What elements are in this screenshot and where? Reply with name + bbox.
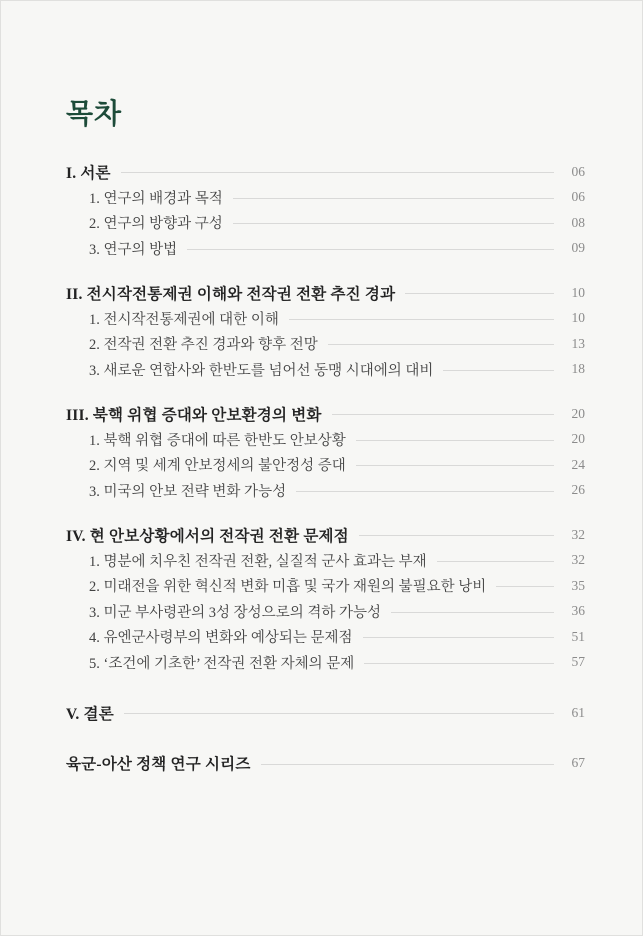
- toc-item-row: [66, 624, 585, 650]
- toc-item-label: 1. 북핵 위협 증대에 따른 한반도 안보상황: [89, 432, 346, 449]
- toc-section: [66, 280, 585, 382]
- leader-line: [437, 561, 554, 562]
- toc-section-page-number: 10: [571, 284, 585, 300]
- toc-item-label: 5. ‘조건에 기초한’ 전작권 전환 자체의 문제: [89, 655, 355, 672]
- toc-section-header-row: [66, 280, 585, 306]
- toc-item-label: 1. 연구의 배경과 목적: [89, 190, 223, 207]
- toc-item-label: 2. 지역 및 세계 안보정세의 불안정성 증대: [89, 458, 346, 475]
- toc-item-row: [66, 478, 585, 504]
- leader-line: [443, 370, 554, 371]
- toc-item-label: 3. 연구의 방법: [89, 241, 178, 258]
- toc-item-page-number: 10: [571, 310, 585, 326]
- leader-line: [405, 293, 554, 294]
- toc-section-items: [66, 306, 585, 383]
- toc-section-label: V. 결론: [66, 705, 114, 723]
- toc-section-page-number: 20: [571, 405, 585, 421]
- toc-item-label: 1. 전시작전통제권에 대한 이해: [89, 311, 279, 328]
- toc-item-row: [66, 427, 585, 453]
- toc-item-label: 3. 새로운 연합사와 한반도를 넘어선 동맹 시대에의 대비: [89, 362, 434, 379]
- toc-item-page-number: 06: [571, 189, 585, 205]
- leader-line: [356, 440, 554, 441]
- toc-section: [66, 700, 585, 726]
- table-of-contents: [66, 159, 585, 776]
- toc-section-header-row: [66, 700, 585, 726]
- toc-item-page-number: 20: [571, 431, 585, 447]
- toc-item-page-number: 13: [571, 335, 585, 351]
- leader-line: [391, 612, 554, 613]
- leader-line: [261, 764, 555, 765]
- toc-section-page-number: 67: [571, 755, 585, 771]
- toc-item-page-number: 32: [571, 552, 585, 568]
- toc-item-row: [66, 185, 585, 211]
- toc-item-row: [66, 548, 585, 574]
- toc-section-items: [66, 427, 585, 504]
- leader-line: [364, 663, 554, 664]
- leader-line: [296, 491, 554, 492]
- toc-section-label: 육군-아산 정책 연구 시리즈: [66, 756, 251, 774]
- toc-item-page-number: 36: [571, 603, 585, 619]
- toc-section: [66, 751, 585, 777]
- leader-line: [356, 465, 554, 466]
- toc-item-page-number: 35: [571, 577, 585, 593]
- leader-line: [289, 319, 554, 320]
- leader-line: [124, 713, 554, 714]
- toc-item-label: 2. 전작권 전환 추진 경과와 향후 전망: [89, 337, 318, 354]
- toc-item-label: 1. 명분에 치우친 전작권 전환, 실질적 군사 효과는 부재: [89, 553, 427, 570]
- toc-item-page-number: 51: [571, 628, 585, 644]
- toc-item-label: 3. 미군 부사령관의 3성 장성으로의 격하 가능성: [89, 604, 381, 621]
- toc-section-items: [66, 548, 585, 676]
- toc-section-header-row: [66, 522, 585, 548]
- toc-item-label: 4. 유엔군사령부의 변화와 예상되는 문제점: [89, 630, 353, 647]
- toc-section-label: I. 서론: [66, 164, 111, 182]
- toc-section-header-row: [66, 401, 585, 427]
- toc-item-row: [66, 452, 585, 478]
- toc-item-label: 3. 미국의 안보 전략 변화 가능성: [89, 483, 287, 500]
- toc-item-label: 2. 연구의 방향과 구성: [89, 216, 223, 233]
- toc-section: [66, 159, 585, 261]
- toc-item-row: [66, 357, 585, 383]
- toc-section-label: IV. 현 안보상황에서의 전작권 전환 문제점: [66, 527, 349, 545]
- toc-section-header-row: [66, 751, 585, 777]
- leader-line: [363, 637, 555, 638]
- toc-item-page-number: 26: [571, 482, 585, 498]
- toc-section-items: [66, 185, 585, 262]
- toc-section: [66, 522, 585, 675]
- toc-item-row: [66, 573, 585, 599]
- toc-section-page-number: 32: [571, 526, 585, 542]
- toc-item-row: [66, 236, 585, 262]
- toc-item-page-number: 18: [571, 361, 585, 377]
- toc-item-row: [66, 331, 585, 357]
- toc-item-row: [66, 599, 585, 625]
- leader-line: [187, 249, 554, 250]
- toc-item-row: [66, 210, 585, 236]
- toc-section-page-number: 61: [571, 704, 585, 720]
- leader-line: [121, 172, 554, 173]
- toc-item-row: [66, 650, 585, 676]
- page-title: 목차: [66, 99, 123, 130]
- leader-line: [496, 586, 554, 587]
- toc-item-page-number: 24: [571, 456, 585, 472]
- toc-item-row: [66, 306, 585, 332]
- leader-line: [332, 414, 554, 415]
- toc-section: [66, 401, 585, 503]
- leader-line: [328, 344, 554, 345]
- page-content: [1, 1, 642, 776]
- leader-line: [233, 198, 554, 199]
- toc-section-label: III. 북핵 위협 증대와 안보환경의 변화: [66, 406, 322, 424]
- toc-item-label: 2. 미래전을 위한 혁신적 변화 미흡 및 국가 재원의 불필요한 낭비: [89, 579, 487, 596]
- toc-item-page-number: 09: [571, 240, 585, 256]
- toc-item-page-number: 08: [571, 214, 585, 230]
- toc-item-page-number: 57: [571, 654, 585, 670]
- leader-line: [233, 223, 554, 224]
- toc-section-label: II. 전시작전통제권 이해와 전작권 전환 추진 경과: [66, 285, 396, 303]
- toc-section-header-row: [66, 159, 585, 185]
- toc-section-page-number: 06: [571, 163, 585, 179]
- leader-line: [359, 535, 554, 536]
